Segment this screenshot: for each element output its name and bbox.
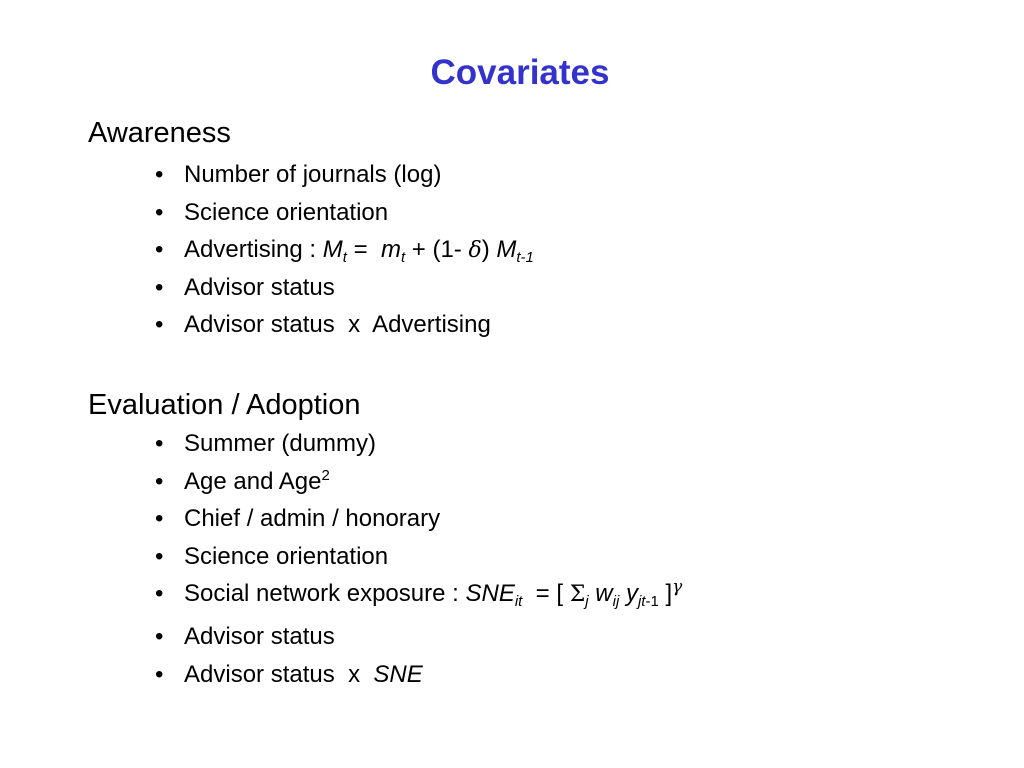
bullet-icon: • [155, 273, 164, 301]
bullet-item [155, 622, 682, 660]
bullet-item [155, 160, 534, 198]
bullet-text: Advisor status x Advertising [184, 311, 491, 338]
bullet-icon: • [155, 161, 164, 188]
bullet-item [155, 660, 682, 698]
bullet-item-sne-formula [155, 579, 682, 622]
gamma-symbol: γ [672, 577, 683, 597]
formula-subscript: ij [612, 593, 620, 610]
awareness-bullet-list [155, 160, 534, 348]
formula-operator: ) [481, 236, 497, 263]
formula-label: Advertising : [184, 236, 323, 263]
bullet-item [155, 273, 534, 311]
bullet-item [155, 198, 534, 236]
bullet-item [155, 467, 682, 505]
bullet-icon: • [155, 542, 164, 570]
formula-subscript: t-1 [516, 249, 534, 266]
formula-var: m [380, 236, 401, 263]
bullet-text: Summer (dummy) [184, 430, 377, 457]
formula-operator: + (1- [405, 236, 469, 263]
formula-var: M [496, 236, 517, 263]
sigma-symbol: Σ [569, 582, 586, 607]
section-heading-awareness: Awareness [88, 117, 231, 149]
bullet-icon: • [155, 311, 164, 338]
bullet-icon: • [155, 505, 164, 532]
formula-var: w [595, 580, 613, 607]
bullet-item [155, 504, 682, 542]
superscript: 2 [321, 466, 330, 484]
delta-symbol: δ [468, 238, 482, 263]
formula-subscript: jt [637, 593, 646, 610]
formula-operator: ] [658, 580, 673, 607]
evaluation-bullet-list [155, 429, 682, 697]
bullet-icon: • [155, 623, 164, 650]
formula-subscript: t [400, 249, 406, 266]
bullet-icon: • [155, 198, 164, 226]
bullet-text: Age and Age [184, 467, 322, 495]
bullet-icon: • [155, 580, 164, 607]
bullet-icon: • [155, 467, 164, 495]
formula-subscript: it [514, 593, 523, 610]
formula-subscript: t [342, 249, 347, 266]
formula-operator: = [ [522, 580, 570, 607]
section-heading-evaluation-adoption: Evaluation / Adoption [88, 389, 361, 421]
bullet-text: Advisor status [184, 273, 335, 301]
bullet-item-advertising-formula [155, 235, 534, 273]
bullet-text: Advisor status x [184, 660, 374, 688]
bullet-text-italic: SNE [373, 660, 423, 688]
bullet-text: Chief / admin / honorary [184, 505, 441, 532]
formula-var: y [625, 580, 638, 607]
formula-subscript: j [585, 593, 589, 610]
bullet-text: Number of journals (log) [184, 161, 442, 188]
formula-label: Social network exposure : [184, 580, 466, 607]
bullet-icon: • [155, 236, 164, 263]
formula-var: M [322, 236, 343, 263]
bullet-text: Advisor status [184, 623, 335, 650]
bullet-item [155, 429, 682, 467]
formula-subscript: -1 [645, 593, 659, 610]
formula-var: SNE [465, 580, 515, 607]
slide-title: Covariates [430, 53, 610, 92]
formula-operator: = [346, 236, 381, 263]
bullet-icon: • [155, 430, 164, 457]
bullet-text: Science orientation [184, 198, 389, 226]
bullet-item [155, 310, 534, 348]
bullet-icon: • [155, 660, 164, 688]
bullet-item [155, 542, 682, 580]
bullet-text: Science orientation [184, 542, 389, 570]
